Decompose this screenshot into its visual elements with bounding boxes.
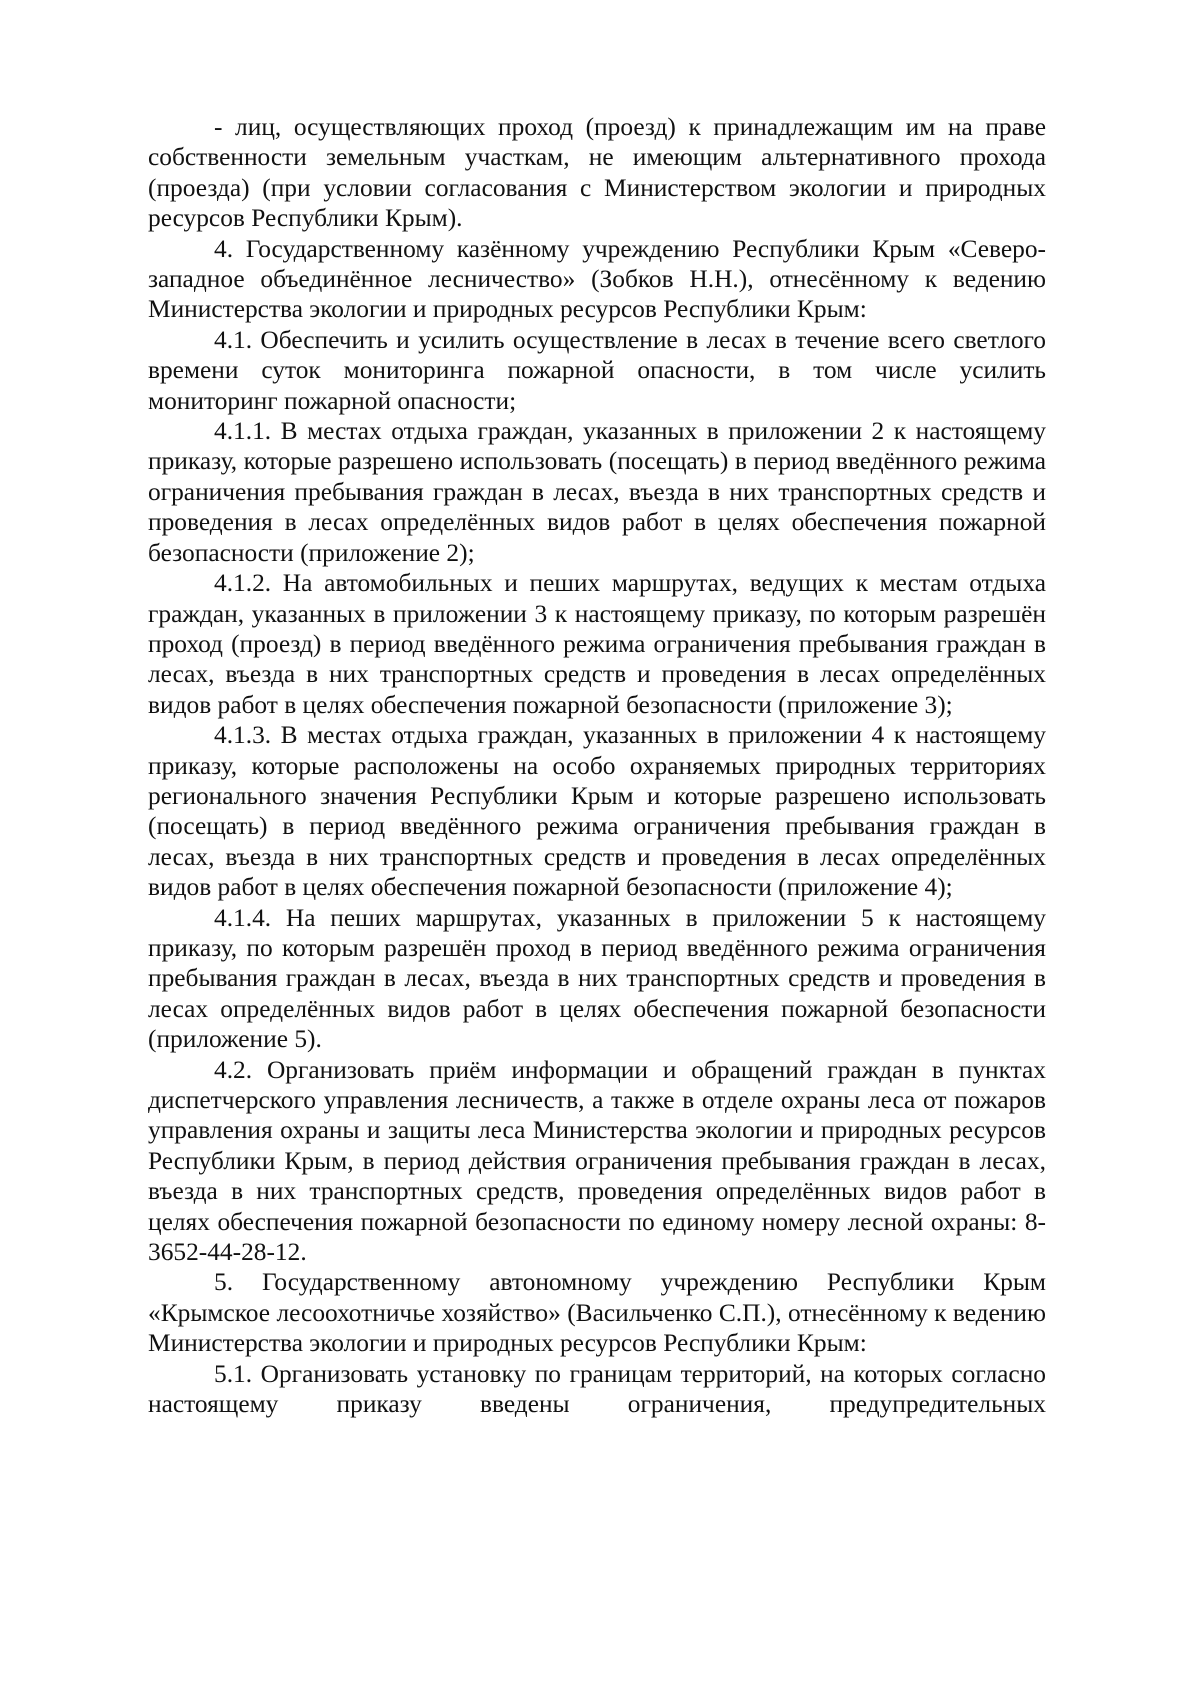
paragraph-item-5-1: 5.1. Организовать установку по границам территорий, на которых согласно настоящему приказу введены ограничения, предупредительных bbox=[148, 1359, 1046, 1419]
paragraph-item-4-2: 4.2. Организовать приём информации и обращений граждан в пунктах диспетчерского управления лесничеств, а также в отделе охраны леса от пожаров управления охраны и защиты леса Министерства экологии и природных ресурсов Республики Крым, в период действия ограничения пребывания граждан в лесах, въезда в них транспортных средств, проведения определённых видов работ в целях обеспечения пожарной безопасности по единому номеру лесной охраны: 8-3652-44-28-12. bbox=[148, 1055, 1046, 1267]
document-page bbox=[148, 112, 1046, 1419]
paragraph-item-5: 5. Государственному автономному учреждению Республики Крым «Крымское лесоохотничье хозяйство» (Васильченко С.П.), отнесённому к ведению Министерства экологии и природных ресурсов Республики Крым: bbox=[148, 1268, 1046, 1358]
paragraph-item-4-1-2: 4.1.2. На автомобильных и пеших маршрутах, ведущих к местам отдыха граждан, указанных в приложении 3 к настоящему приказу, по которым разрешён проход (проезд) в период введённого режима ограничения пребывания граждан в лесах, въезда в них транспортных средств и проведения в лесах определённых видов работ в целях обеспечения пожарной безопасности (приложение 3); bbox=[148, 569, 1046, 719]
paragraph-item-4-1-1: 4.1.1. В местах отдыха граждан, указанных в приложении 2 к настоящему приказу, которые разрешено использовать (посещать) в период введённого режима ограничения пребывания граждан в лесах, въезда в них транспортных средств и проведения в лесах определённых видов работ в целях обеспечения пожарной безопасности (приложение 2); bbox=[148, 417, 1046, 567]
paragraph-private-land-access: - лиц, осуществляющих проход (проезд) к принадлежащим им на праве собственности земельным участкам, не имеющим альтернативного прохода (проезда) (при условии согласования с Министерством экологии и природных ресурсов Республики Крым). bbox=[148, 113, 1046, 233]
paragraph-item-4-1-3: 4.1.3. В местах отдыха граждан, указанных в приложении 4 к настоящему приказу, которые расположены на особо охраняемых природных территориях регионального значения Республики Крым и которые разрешено использовать (посещать) в период введённого режима ограничения пребывания граждан в лесах, въезда в них транспортных средств и проведения в лесах определённых видов работ в целях обеспечения пожарной безопасности (приложение 4); bbox=[148, 721, 1046, 902]
paragraph-item-4: 4. Государственному казённому учреждению Республики Крым «Северо-западное объединённое лесничество» (Зобков Н.Н.), отнесённому к ведению Министерства экологии и природных ресурсов Республики Крым: bbox=[148, 234, 1046, 324]
paragraph-item-4-1: 4.1. Обеспечить и усилить осуществление в лесах в течение всего светлого времени суток мониторинга пожарной опасности, в том числе усилить мониторинг пожарной опасности; bbox=[148, 325, 1046, 415]
paragraph-item-4-1-4: 4.1.4. На пеших маршрутах, указанных в приложении 5 к настоящему приказу, по которым разрешён проход в период введённого режима ограничения пребывания граждан в лесах, въезда в них транспортных средств и проведения в лесах определённых видов работ в целях обеспечения пожарной безопасности (приложение 5). bbox=[148, 903, 1046, 1054]
